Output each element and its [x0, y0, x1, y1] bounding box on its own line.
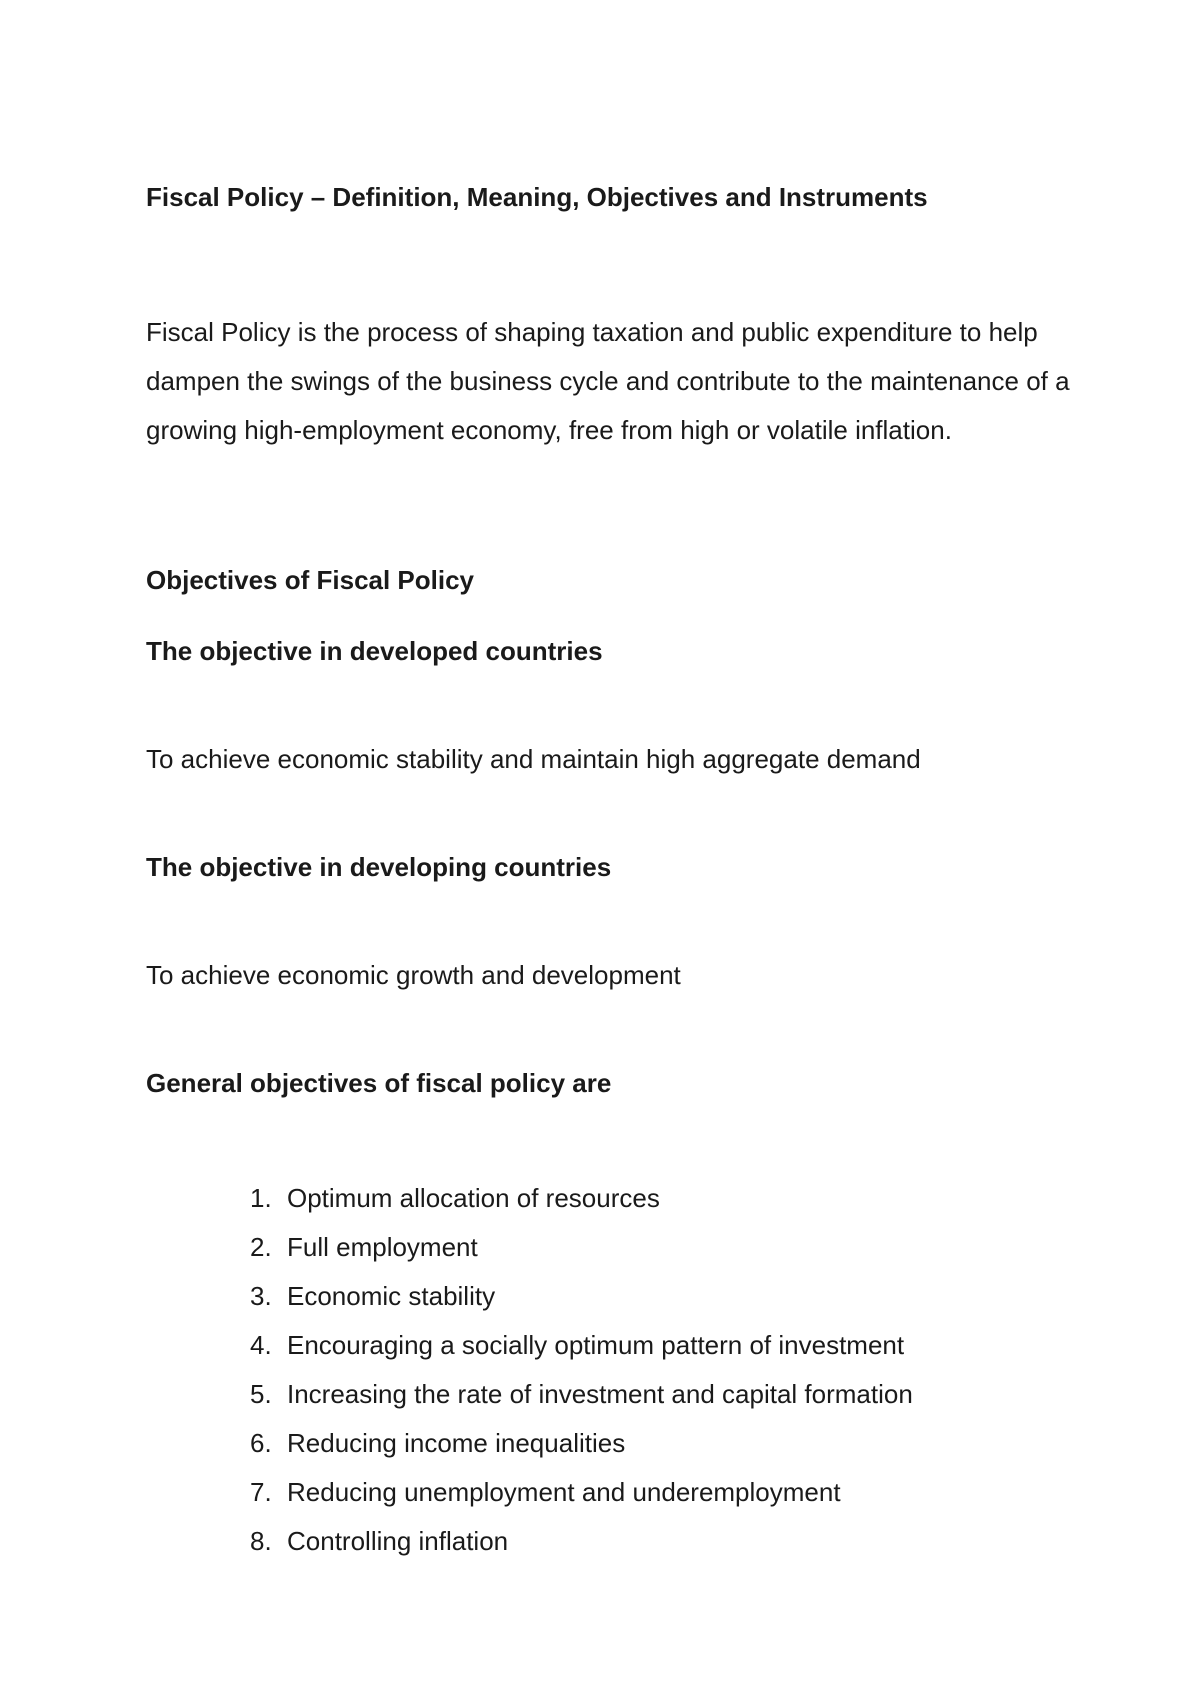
list-item-text: Encouraging a socially optimum pattern of investment	[287, 1330, 905, 1360]
list-item-text: Reducing income inequalities	[287, 1428, 626, 1458]
list-item	[250, 1517, 913, 1566]
list-item-text: Increasing the rate of investment and capital formation	[287, 1379, 913, 1409]
developing-countries-text: To achieve economic growth and development	[146, 960, 681, 990]
list-item	[250, 1468, 913, 1517]
list-item-text: Optimum allocation of resources	[287, 1183, 660, 1213]
list-item-number: 1.	[250, 1183, 272, 1213]
list-item	[250, 1174, 913, 1223]
list-item	[250, 1272, 913, 1321]
list-item-text: Reducing unemployment and underemployment	[287, 1477, 841, 1507]
developed-countries-heading: The objective in developed countries	[146, 636, 603, 666]
list-item	[250, 1321, 913, 1370]
general-objectives-heading: General objectives of fiscal policy are	[146, 1068, 612, 1098]
list-item-text: Controlling inflation	[287, 1526, 509, 1556]
list-item-text: Economic stability	[287, 1281, 496, 1311]
document-title: Fiscal Policy – Definition, Meaning, Objectives and Instruments	[146, 182, 928, 212]
general-objectives-list	[250, 1174, 913, 1566]
list-item-number: 2.	[250, 1232, 272, 1262]
objectives-heading: Objectives of Fiscal Policy	[146, 565, 475, 595]
list-item-number: 6.	[250, 1428, 272, 1458]
intro-paragraph: Fiscal Policy is the process of shaping taxation and public expenditure to help dampen the swings of the business cycle and contribute to the maintenance of a growing high-employment economy, free from high or volatile inflation.	[146, 317, 1070, 445]
list-item-text: Full employment	[287, 1232, 478, 1262]
list-item	[250, 1419, 913, 1468]
list-item-number: 5.	[250, 1379, 272, 1409]
list-item-number: 4.	[250, 1330, 272, 1360]
list-item-number: 3.	[250, 1281, 272, 1311]
list-item-number: 7.	[250, 1477, 272, 1507]
developing-countries-heading: The objective in developing countries	[146, 852, 612, 882]
list-item	[250, 1223, 913, 1272]
list-item-number: 8.	[250, 1526, 272, 1556]
list-item	[250, 1370, 913, 1419]
developed-countries-text: To achieve economic stability and maintain high aggregate demand	[146, 744, 921, 774]
